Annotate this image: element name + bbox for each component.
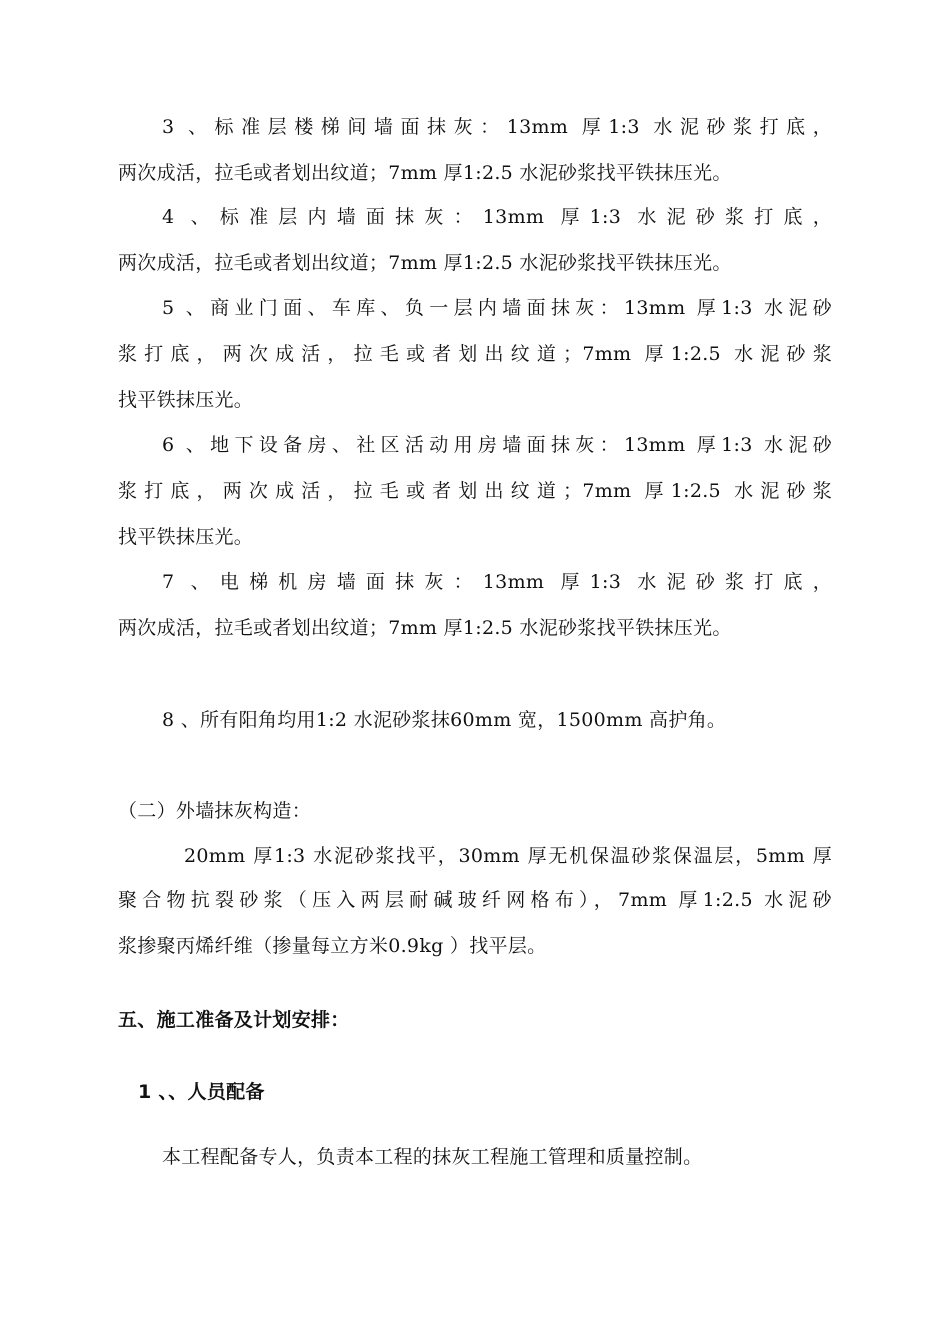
item-4-line-2: 两次成活，拉毛或者划出纹道；7mm 厚1:2.5 水泥砂浆找平铁抹压光。 bbox=[118, 252, 732, 274]
exterior-heading: （二）外墙抹灰构造： bbox=[118, 800, 312, 822]
item-3-line-1: 3 、标准层楼梯间墙面抹灰：13mm 厚1:3 水泥砂浆打底， bbox=[162, 116, 832, 138]
exterior-line-2: 聚合物抗裂砂浆（压入两层耐碱玻纤网格布），7mm 厚1:2.5 水泥砂 bbox=[118, 889, 832, 911]
item-5-line-3: 找平铁抹压光。 bbox=[118, 389, 254, 411]
item-5-line-2: 浆打底，两次成活，拉毛或者划出纹道；7mm 厚1:2.5 水泥砂浆 bbox=[118, 343, 832, 365]
item-7-line-1: 7 、电梯机房墙面抹灰：13mm 厚1:3 水泥砂浆打底， bbox=[162, 571, 832, 593]
exterior-line-1: 20mm 厚1:3 水泥砂浆找平，30mm 厚无机保温砂浆保温层，5mm 厚 bbox=[184, 845, 832, 867]
section-5-paragraph: 本工程配备专人，负责本工程的抹灰工程施工管理和质量控制。 bbox=[162, 1146, 703, 1168]
item-8-line-1: 8 、所有阳角均用1:2 水泥砂浆抹60mm 宽，1500mm 高护角。 bbox=[162, 709, 727, 731]
item-6-line-3: 找平铁抹压光。 bbox=[118, 526, 254, 548]
section-5-subheading: 1 、、人员配备 bbox=[138, 1081, 265, 1103]
item-3-line-2: 两次成活，拉毛或者划出纹道；7mm 厚1:2.5 水泥砂浆找平铁抹压光。 bbox=[118, 162, 732, 184]
section-5-heading: 五、施工准备及计划安排： bbox=[118, 1009, 350, 1031]
item-4-line-1: 4 、标准层内墙面抹灰：13mm 厚1:3 水泥砂浆打底， bbox=[162, 206, 832, 228]
item-5-line-1: 5 、商业门面、车库、负一层内墙面抹灰：13mm 厚1:3 水泥砂 bbox=[162, 297, 832, 319]
item-7-line-2: 两次成活，拉毛或者划出纹道；7mm 厚1:2.5 水泥砂浆找平铁抹压光。 bbox=[118, 617, 732, 639]
item-6-line-2: 浆打底，两次成活，拉毛或者划出纹道；7mm 厚1:2.5 水泥砂浆 bbox=[118, 480, 832, 502]
exterior-line-3: 浆掺聚丙烯纤维（掺量每立方米0.9kg ）找平层。 bbox=[118, 935, 547, 957]
item-6-line-1: 6 、地下设备房、社区活动用房墙面抹灰：13mm 厚1:3 水泥砂 bbox=[162, 434, 832, 456]
